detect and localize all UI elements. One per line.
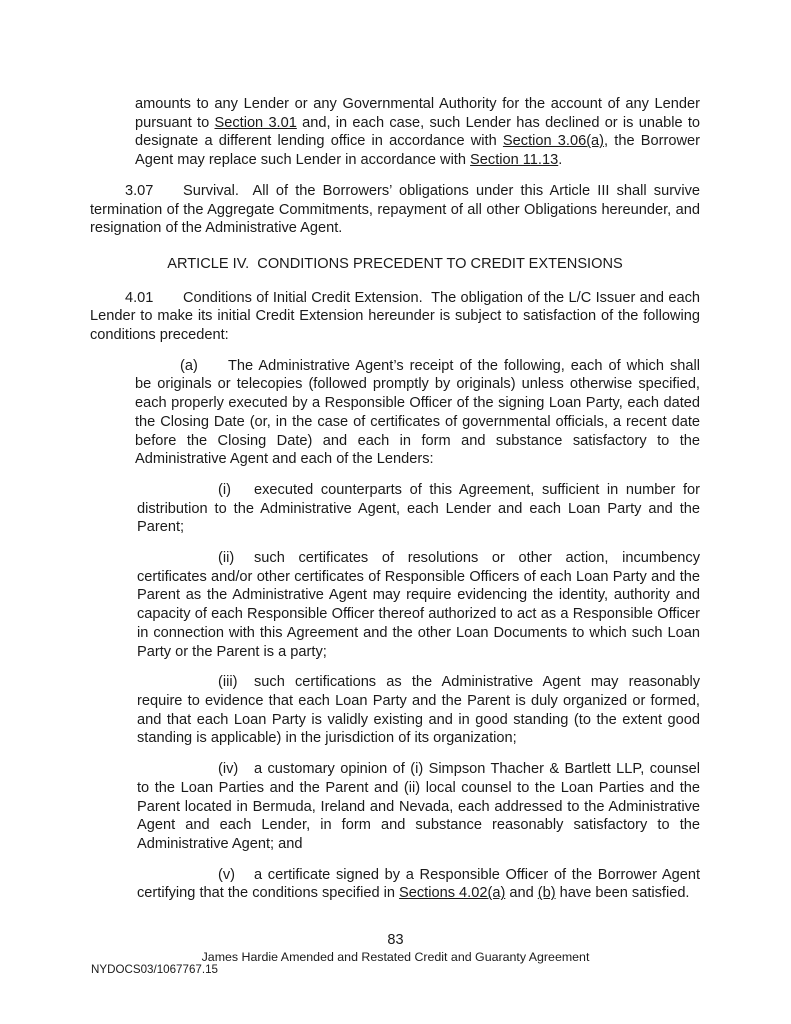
text-run: such certifications as the Administrative Agent may reasonably require to evidence that each Loan Party and the Parent is duly organized or formed, and that each Loan Party is validly existing and in good standing (to the extent good standing is applicable) in the jurisdiction of its organization; xyxy=(137,674,700,747)
clause-a-paragraph xyxy=(135,357,700,469)
text-run: have been satisfied. xyxy=(555,885,690,902)
page-number: 83 xyxy=(387,932,404,948)
text-run: Conditions of Initial Credit Extension. The obligation of the L/C Issuer and each Lender to make its initial Credit Extension hereunder is subject to satisfaction of the following conditions precedent: xyxy=(90,289,700,344)
continuation-paragraph xyxy=(135,95,700,170)
section-reference: Section 11.13 xyxy=(470,152,559,169)
document-body xyxy=(90,95,700,915)
text-run: a customary opinion of (i) Simpson Thacher & Bartlett LLP, counsel to the Loan Parties and the Parent and (ii) local counsel to the Loan Parties and the Parent located in Bermuda, Ireland and Nevada, each addressed to the Administrative Agent and each Lender, in form and substance reasonably satisfactory to the Administrative Agent; and xyxy=(137,761,700,852)
text-run: ARTICLE IV. CONDITIONS PRECEDENT TO CREDIT EXTENSIONS xyxy=(167,255,623,272)
paragraph-label: 4.01 xyxy=(125,289,154,306)
paragraph-label: (iii) xyxy=(218,674,238,691)
text-run: and xyxy=(505,885,538,902)
clause-i-paragraph xyxy=(137,481,700,537)
text-run: , the Borrower Agent may replace such Lender in accordance with xyxy=(135,133,700,169)
paragraph-label: (ii) xyxy=(218,550,235,567)
clause-iii-paragraph xyxy=(137,673,700,748)
text-run: a certificate signed by a Responsible Officer of the Borrower Agent certifying that the conditions specified in xyxy=(137,866,700,902)
text-run: Survival. All of the Borrowers’ obligations under this Article III shall survive termination of the Aggregate Commitments, repayment of all other Obligations hereunder, and resignation of the Administrative Agent. xyxy=(90,182,700,237)
section-reference: Section 3.01 xyxy=(214,114,297,131)
clause-v-paragraph xyxy=(137,866,700,903)
text-run: executed counterparts of this Agreement, sufficient in number for distribution to the Administrative Agent, each Lender and each Loan Party and the Parent; xyxy=(137,481,700,536)
text-run: such certificates of resolutions or other action, incumbency certificates and/or other certificates of Responsible Officers of each Loan Party and the Parent as the Administrative Agent may require evidencing the identity, authority and capacity of each Responsible Officer thereof authorized to act as a Responsible Officer in connection with this Agreement and the other Loan Documents to which such Loan Party or the Parent is a party; xyxy=(137,550,700,660)
paragraph-label: 3.07 xyxy=(125,182,154,199)
paragraph-label: (i) xyxy=(218,481,231,498)
clause-iv-paragraph xyxy=(137,760,700,854)
paragraph-label: (iv) xyxy=(218,761,239,778)
article-iv-heading xyxy=(90,255,700,274)
clause-ii-paragraph xyxy=(137,549,700,661)
paragraph-label: (a) xyxy=(180,357,198,374)
text-run: . xyxy=(558,152,563,169)
section-reference: Sections 4.02(a) xyxy=(399,885,506,902)
footer-document-title: James Hardie Amended and Restated Credit and Guaranty Agreement xyxy=(201,950,590,964)
section-reference: (b) xyxy=(537,885,556,902)
paragraph-label: (v) xyxy=(218,866,236,883)
footer-document-id: NYDOCS03/1067767.15 xyxy=(91,963,218,976)
text-run: and, in each case, such Lender has declined or is unable to designate a different lending office in accordance with xyxy=(135,114,700,150)
section-reference: Section 3.06(a) xyxy=(502,133,605,150)
section-4-01-paragraph xyxy=(90,289,700,345)
text-run: The Administrative Agent’s receipt of the following, each of which shall be originals or telecopies (followed promptly by originals) unless otherwise specified, each properly executed by a Responsible Officer of the signing Loan Party, each dated the Closing Date (or, in the case of certificates of governmental officials, a recent date before the Closing Date) and each in form and substance satisfactory to the Administrative Agent and each of the Lenders: xyxy=(135,357,700,468)
text-run: amounts to any Lender or any Governmental Authority for the account of any Lender pursuant to xyxy=(135,96,700,131)
section-3-07-paragraph xyxy=(90,182,700,238)
